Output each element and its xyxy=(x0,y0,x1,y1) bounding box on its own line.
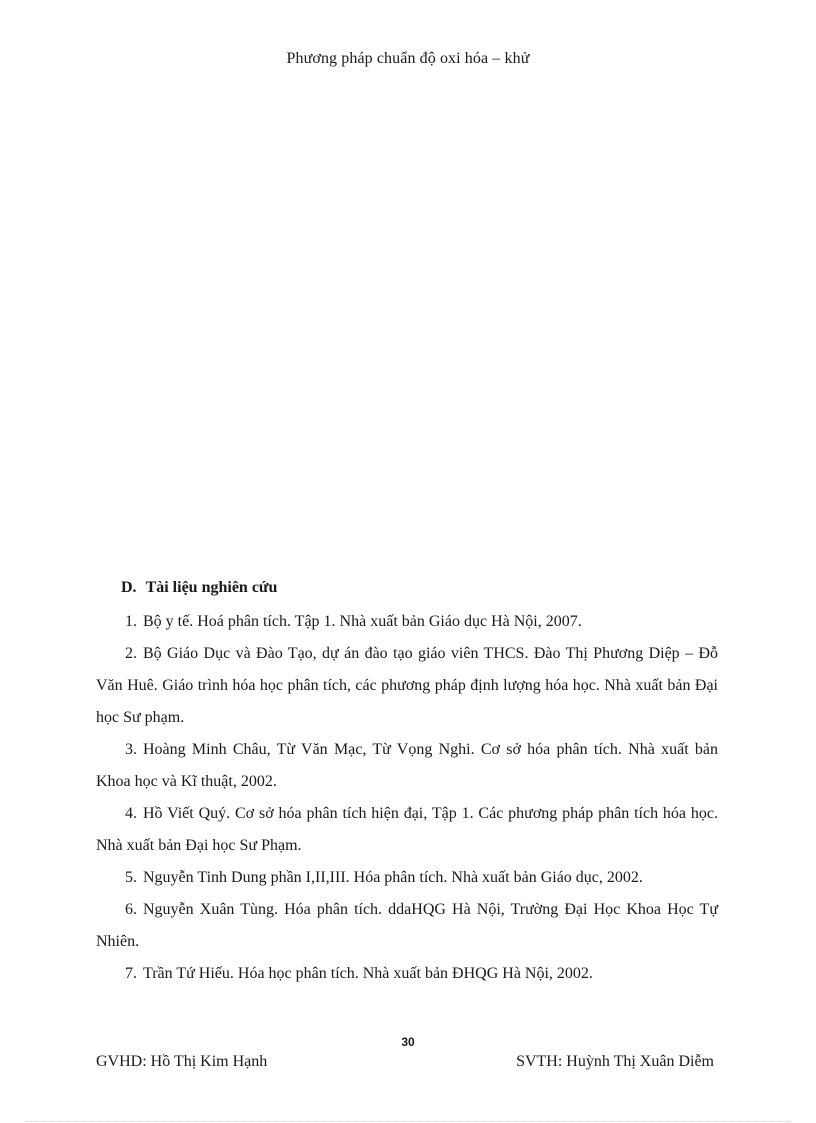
reference-text: Trần Tứ Hiếu. Hóa học phân tích. Nhà xuất bản ĐHQG Hà Nội, 2002. xyxy=(143,965,593,982)
footer-advisor: GVHD: Hồ Thị Kim Hạnh xyxy=(96,1053,268,1070)
reference-item xyxy=(96,894,718,958)
reference-item xyxy=(96,958,718,990)
reference-index: 4. xyxy=(125,805,137,822)
reference-index: 7. xyxy=(125,965,137,982)
footer-student: SVTH: Huỳnh Thị Xuân Diễm xyxy=(516,1053,714,1070)
reference-text: Nguyễn Tinh Dung phần I,II,III. Hóa phân tích. Nhà xuất bản Giáo dục, 2002. xyxy=(143,869,643,886)
footer-divider xyxy=(26,1121,790,1122)
section-heading xyxy=(121,579,277,597)
reference-text: Nguyễn Xuân Tùng. Hóa phân tích. ddaHQG Hà Nội, Trường Đại Học Khoa Học Tự Nhiên. xyxy=(96,901,718,950)
reference-item xyxy=(96,734,718,798)
reference-index: 5. xyxy=(125,869,137,886)
reference-text: Hồ Viết Quý. Cơ sở hóa phân tích hiện đại, Tập 1. Các phương pháp phân tích hóa học. Nhà xuất bản Đại học Sư Phạm. xyxy=(96,805,718,854)
reference-item xyxy=(96,638,718,734)
reference-item xyxy=(96,606,718,638)
reference-index: 2. xyxy=(125,645,137,662)
page-number: 30 xyxy=(401,1035,415,1049)
reference-item xyxy=(96,798,718,862)
reference-text: Bộ Giáo Dục và Đào Tạo, dự án đào tạo giáo viên THCS. Đào Thị Phương Diệp – Đỗ Văn Huê. Giáo trình hóa học phân tích, các phương pháp định lượng hóa học. Nhà xuất bản Đại học Sư phạm. xyxy=(96,645,718,726)
reference-list xyxy=(96,606,718,990)
section-title: Tài liệu nghiên cứu xyxy=(145,579,278,596)
reference-index: 3. xyxy=(125,741,137,758)
reference-index: 6. xyxy=(125,901,137,918)
reference-index: 1. xyxy=(125,613,137,630)
reference-text: Bộ y tế. Hoá phân tích. Tập 1. Nhà xuất bản Giáo dục Hà Nội, 2007. xyxy=(143,613,582,630)
reference-text: Hoàng Minh Châu, Từ Văn Mạc, Từ Vọng Nghi. Cơ sở hóa phân tích. Nhà xuất bản Khoa học và Kĩ thuật, 2002. xyxy=(96,741,718,790)
page-header-title: Phương pháp chuẩn độ oxi hóa – khử xyxy=(286,50,530,67)
section-number: D. xyxy=(121,579,137,596)
reference-item xyxy=(96,862,718,894)
